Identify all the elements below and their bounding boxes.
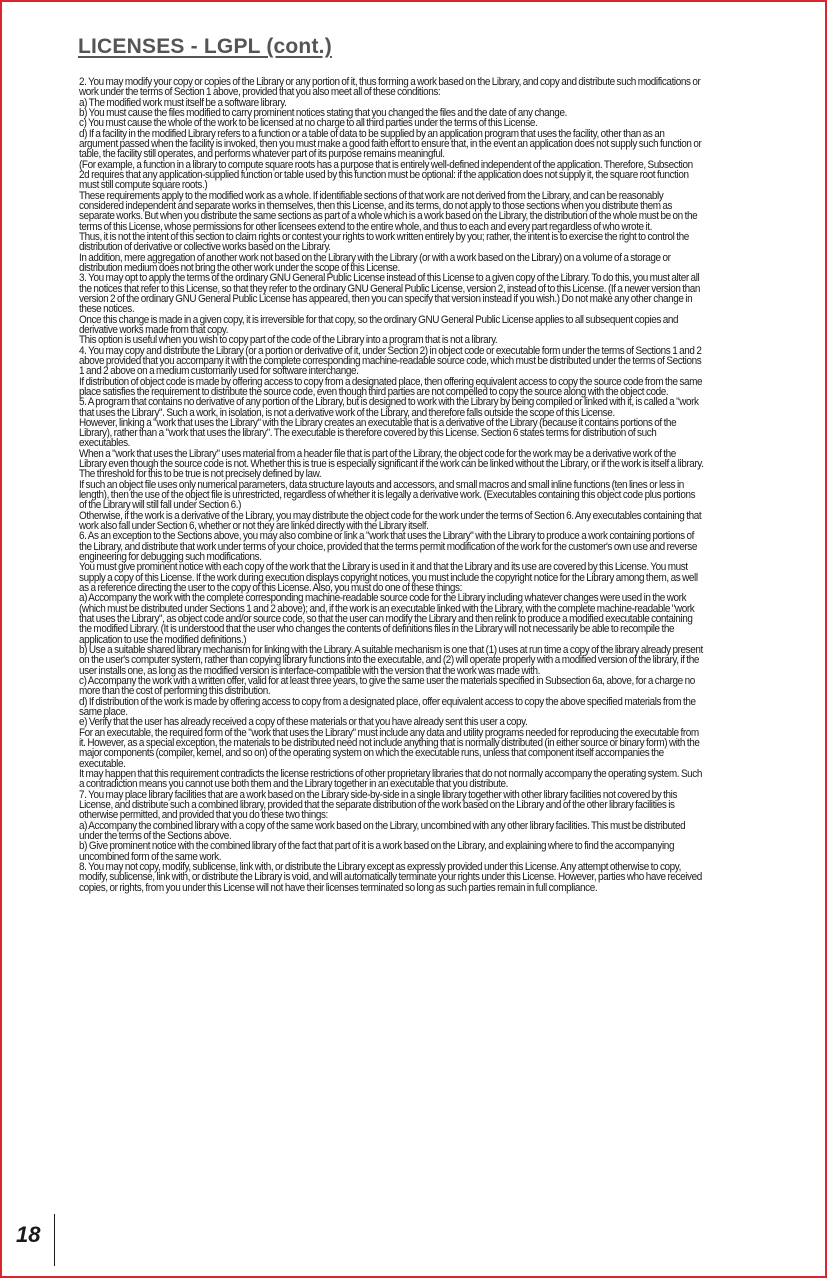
paragraph-3-option: This option is useful when you wish to copy part of the code of the Library into a program that is not a library. bbox=[79, 334, 498, 347]
page-number-divider bbox=[54, 1214, 55, 1266]
paragraph-6e: e) Verify that the user has already received a copy of these materials or that you have already sent this user a copy. bbox=[79, 716, 528, 729]
paragraph-2b: b) You must cause the files modified to carry prominent notices stating that you changed the files and the date of any change. bbox=[79, 106, 567, 119]
page-title: LICENSES - LGPL (cont.) bbox=[78, 35, 332, 58]
paragraph-section-3: 3. You may opt to apply the terms of the ordinary GNU General Public License instead of this License to a given copy of the Library. To do this, you must alter all the notices that refer to this License, so that they refer to the ordinary GNU General Public License, version 2, instead of to this License. (If a newer version than version 2 of the ordinary GNU General Public License has appeared, then you can specify that version instead if you wish.) Do not make any other change in these notices. bbox=[79, 272, 701, 316]
paragraph-2c: c) You must cause the whole of the work to be licensed at no charge to all third parties under the terms of this License. bbox=[79, 117, 538, 130]
paragraph-6d: d) If distribution of the work is made by offering access to copy from a designated place, offer equivalent access to copy the above specified materials from the same place. bbox=[79, 695, 696, 719]
paragraph-5-object-file: If such an object file uses only numerical parameters, data structure layouts and accessors, and small macros and small inline functions (ten lines or less in length), then the use of the object file is unrestricted, regardless of whether it is legally a derivative work. (Executables containing this object code plus portions of the Library will still fall under Section 6.) bbox=[79, 478, 696, 512]
paragraph-6-notice: You must give prominent notice with each copy of the work that the Library is used in it and that the Library and its use are covered by this License. You must supply a copy of this License. If the work during execution displays copyright notices, you must include the copyright notice for the Library among them, as well as a reference directing the user to the copy of this License. Also, you must do one of these things: bbox=[79, 561, 698, 595]
paragraph-6-contradiction: It may happen that this requirement contradicts the license restrictions of other proprietary libraries that do not normally accompany the operating system. Such a contradiction means you cannot use both them and the Library together in an executable that you distribute. bbox=[79, 767, 703, 791]
paragraph-section-6: 6. As an exception to the Sections above, you may also combine or link a "work that uses the Library" with the Library to produce a work containing portions of the Library, and distribute that work under terms of your choice, provided that the terms permit modification of the work for the customer's own use and reverse engineering for debugging such modifications. bbox=[79, 530, 697, 564]
paragraph-2d: d) If a facility in the modified Library refers to a function or a table of data to be supplied by an application program that uses the facility, other than as an argument passed when the facility is invoked, then you must make a good faith effort to ensure that, in the event an application does not supply such function or table, the facility still operates, and performs whatever part of its purpose remains meaningful. bbox=[79, 127, 702, 161]
paragraph-2-example: (For example, a function in a library to compute square roots has a purpose that is entirely well-defined independent of the application. Therefore, Subsection 2d requires that any application-supplied function or table used by this function must be optional: if the application does not supply it, the square root function must still compute square roots.) bbox=[79, 158, 693, 192]
paragraph-2-intent: Thus, it is not the intent of this section to claim rights or contest your rights to work written entirely by you; rather, the intent is to exercise the right to control the distribution of derivative or collective works based on the Library. bbox=[79, 230, 689, 254]
paragraph-5-header: When a "work that uses the Library" uses material from a header file that is part of the Library, the object code for the work may be a derivative work of the Library even though the source code is not. Whether this is true is especially significant if the work can be linked without the Library, or if the work is itself a library. The threshold for this to be true is not precisely defined by law. bbox=[79, 447, 704, 481]
paragraph-7b: b) Give prominent notice with the combined library of the fact that part of it is a work based on the Library, and explaining where to find the accompanying uncombined form of the same work. bbox=[79, 840, 675, 863]
paragraph-section-5: 5. A program that contains no derivative of any portion of the Library, but is designed to work with the Library by being compiled or linked with it, is called a "work that uses the Library". Such a work, in isolation, is not a derivative work of the Library, and therefore falls outside the scope of this License. bbox=[79, 396, 699, 419]
paragraph-6a: a) Accompany the work with the complete corresponding machine-readable source code for the Library including whatever changes were used in the work (which must be distributed under Sections 1 and 2 above); and, if the work is an executable linked with the Library, with the complete machine-readable "work that uses the Library", as object code and/or source code, so that the user can modify the Library and then relink to produce a modified executable containing the modified Library. (It is understood that the user who changes the contents of definitions files in the Library will not necessarily be able to recompile the application to use the modified definitions.) bbox=[79, 592, 695, 646]
paragraph-3-irreversible: Once this change is made in a given copy, it is irreversible for that copy, so the ordinary GNU General Public License applies to all subsequent copies and derivative works made from that copy. bbox=[79, 313, 679, 336]
paragraph-section-7: 7. You may place library facilities that are a work based on the Library side-by-side in a single library together with other library facilities not covered by this License, and distribute such a combined library, provided that the separate distribution of the work based on the Library and of the other library facilities is otherwise permitted, and provided that you do these two things: bbox=[79, 788, 678, 822]
paragraph-6-executable: For an executable, the required form of the "work that uses the Library" must include any data and utility programs needed for reproducing the executable from it. However, as a special exception, the materials to be distributed need not include anything that is normally distributed (in either source or binary form) with the major components (compiler, kernel, and so on) of the operating system on which the executable runs, unless that component itself accompanies the executable. bbox=[79, 726, 700, 770]
paragraph-2-requirements: These requirements apply to the modified work as a whole. If identifiable sections of that work are not derived from the Library, and can be reasonably considered independent and separate works in themselves, then this License, and its terms, do not apply to those sections when you distribute them as separate works. But when you distribute the same sections as part of a whole which is a work based on the Library, the distribution of the whole must be on the terms of this License, whose permissions for other licensees extend to the entire whole, and thus to each and every part regardless of who wrote it. bbox=[79, 189, 698, 233]
page-number: 18 bbox=[16, 1222, 41, 1247]
paragraph-2-aggregation: In addition, mere aggregation of another work not based on the Library with the Library (or with a work based on the Library) on a volume of a storage or distribution medium does not bring the other work under the scope of this License. bbox=[79, 251, 671, 274]
paragraph-section-4: 4. You may copy and distribute the Library (or a portion or derivative of it, under Section 2) in object code or executable form under the terms of Sections 1 and 2 above provided that you accompany it with the complete corresponding machine-readable source code, which must be distributed under the terms of Sections 1 and 2 above on a medium customarily used for software interchange. bbox=[79, 344, 702, 378]
paragraph-5-otherwise: Otherwise, if the work is a derivative of the Library, you may distribute the object code for the work under the terms of Section 6. Any executables containing that work also fall under Section 6, whether or not they are linked directly with the Library itself. bbox=[79, 509, 702, 533]
paragraph-6b: b) Use a suitable shared library mechanism for linking with the Library. A suitable mechanism is one that (1) uses at run time a copy of the library already present on the user's computer system, rather than copying library functions into the executable, and (2) will operate properly with a modified version of the library, if the user installs one, as long as the modified version is interface-compatible with the version that the work was made with. bbox=[79, 644, 703, 677]
paragraph-section-2: 2. You may modify your copy or copies of the Library or any portion of it, thus forming a work based on the Library, and copy and distribute such modifications or work under the terms of Section 1 above, provided that you also meet all of these conditions: bbox=[79, 76, 701, 99]
license-text bbox=[79, 77, 703, 893]
paragraph-2a: a) The modified work must itself be a software library. bbox=[79, 96, 287, 109]
paragraph-4-distribution: If distribution of object code is made by offering access to copy from a designated place, then offering equivalent access to copy the source code from the same place satisfies the requirement to distribute the source code, even though third parties are not compelled to copy the source along with the object code. bbox=[79, 375, 703, 398]
paragraph-7a: a) Accompany the combined library with a copy of the same work based on the Library, uncombined with any other library facilities. This must be distributed under the terms of the Sections above. bbox=[79, 819, 686, 842]
paragraph-6c: c) Accompany the work with a written offer, valid for at least three years, to give the same user the materials specified in Subsection 6a, above, for a charge no more than the cost of performing this distribution. bbox=[79, 675, 695, 698]
paragraph-5-linking: However, linking a "work that uses the Library" with the Library creates an executable that is a derivative of the Library (because it contains portions of the Library), rather than a "work that uses the library". The executable is therefore covered by this License. Section 6 states terms for distribution of such executables. bbox=[79, 416, 677, 450]
paragraph-section-8: 8. You may not copy, modify, sublicense, link with, or distribute the Library except as expressly provided under this License. Any attempt otherwise to copy, modify, sublicense, link with, or distribute the Library is void, and will automatically terminate your rights under this License. However, parties who have received copies, or rights, from you under this License will not have their licenses terminated so long as such parties remain in full compliance. bbox=[79, 860, 702, 894]
